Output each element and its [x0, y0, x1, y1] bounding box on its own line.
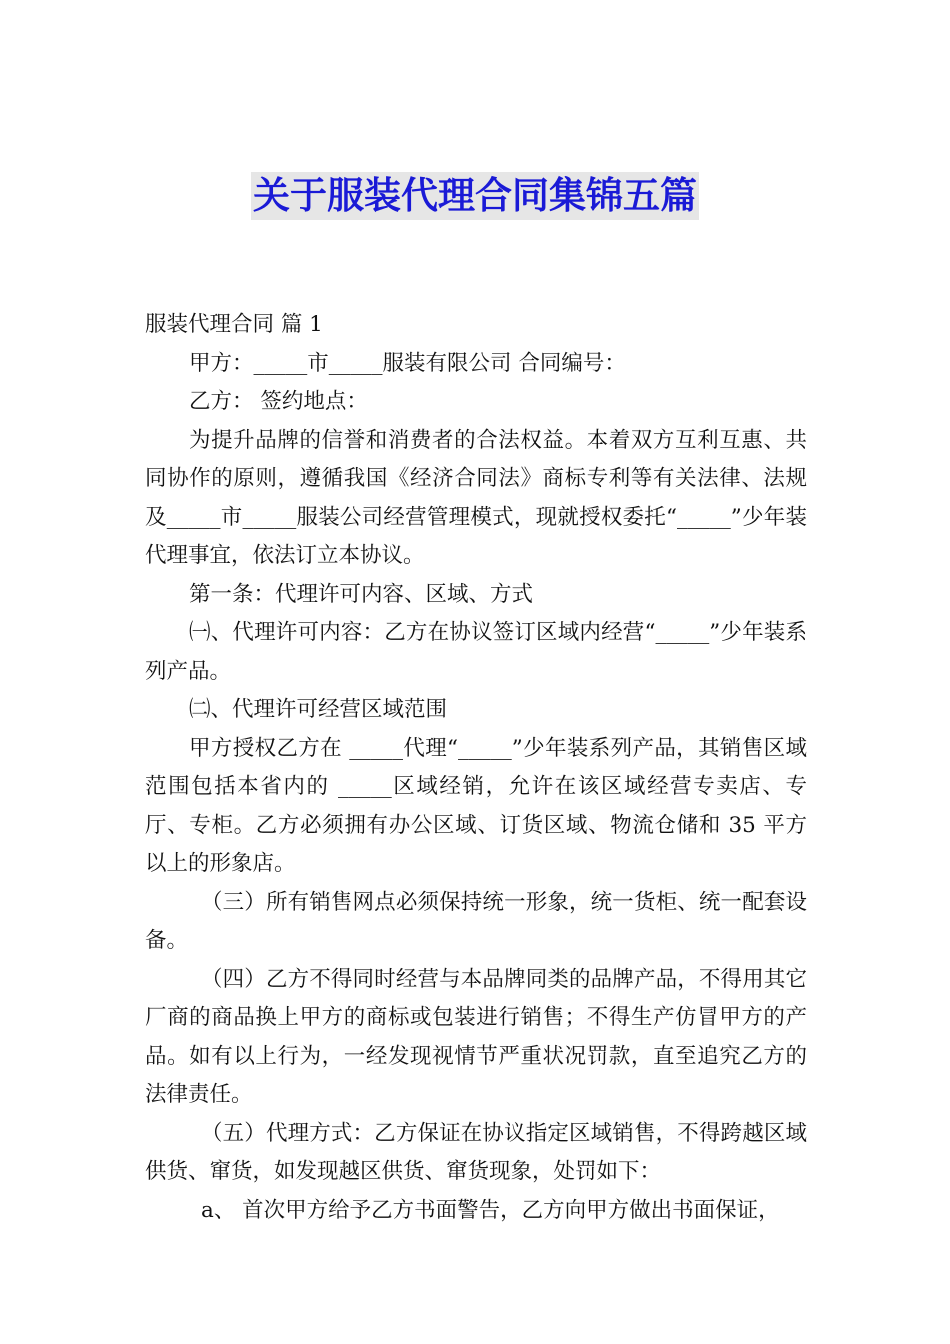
preamble-paragraph: 为提升品牌的信誉和消费者的合法权益。本着双方互利互惠、共同协作的原则，遵循我国《经济合同法》商标专利等有关法律、法规及_____市_____服装公司经营管理模式，现就授权委托“_____”少年装代理事宜，依法订立本协议。	[145, 427, 807, 568]
title-container	[0, 172, 950, 220]
clause-2-heading: ㈡、代理许可经营区域范围	[189, 697, 448, 722]
clause-4-paragraph: （四）乙方不得同时经营与本品牌同类的品牌产品，不得用其它厂商的商品换上甲方的商标或包装进行销售；不得生产仿冒甲方的产品。如有以上行为，一经发现视情节严重状况罚款，直至追究乙方的法律责任。	[145, 966, 807, 1107]
clause-5-paragraph: （五）代理方式：乙方保证在协议指定区域销售，不得跨越区域供货、窜货，如发现越区供货、窜货现象，处罚如下：	[145, 1120, 807, 1184]
clause-2-paragraph: 甲方授权乙方在 _____代理“_____”少年装系列产品，其销售区域范围包括本省内的 _____区域经销，允许在该区域经营专卖店、专厅、专柜。乙方必须拥有办公区域、订货区域、物流仓储和 35 平方以上的形象店。	[145, 735, 807, 876]
clause-1-paragraph: ㈠、代理许可内容：乙方在协议签订区域内经营“_____”少年装系列产品。	[145, 620, 807, 684]
party-a-line: 甲方：_____市_____服装有限公司 合同编号：	[189, 350, 626, 376]
document-body	[145, 306, 807, 1230]
party-b-line: 乙方： 签约地点：	[189, 389, 368, 414]
document-title: 关于服装代理合同集锦五篇	[251, 172, 699, 220]
article-one-heading: 第一条：代理许可内容、区域、方式	[189, 581, 534, 607]
section-heading: 服装代理合同 篇 1	[145, 312, 323, 337]
clause-3-paragraph: （三）所有销售网点必须保持统一形象，统一货柜、统一配套设备。	[145, 889, 807, 953]
penalty-a-paragraph: a、 首次甲方给予乙方书面警告，乙方向甲方做出书面保证，	[201, 1197, 780, 1223]
